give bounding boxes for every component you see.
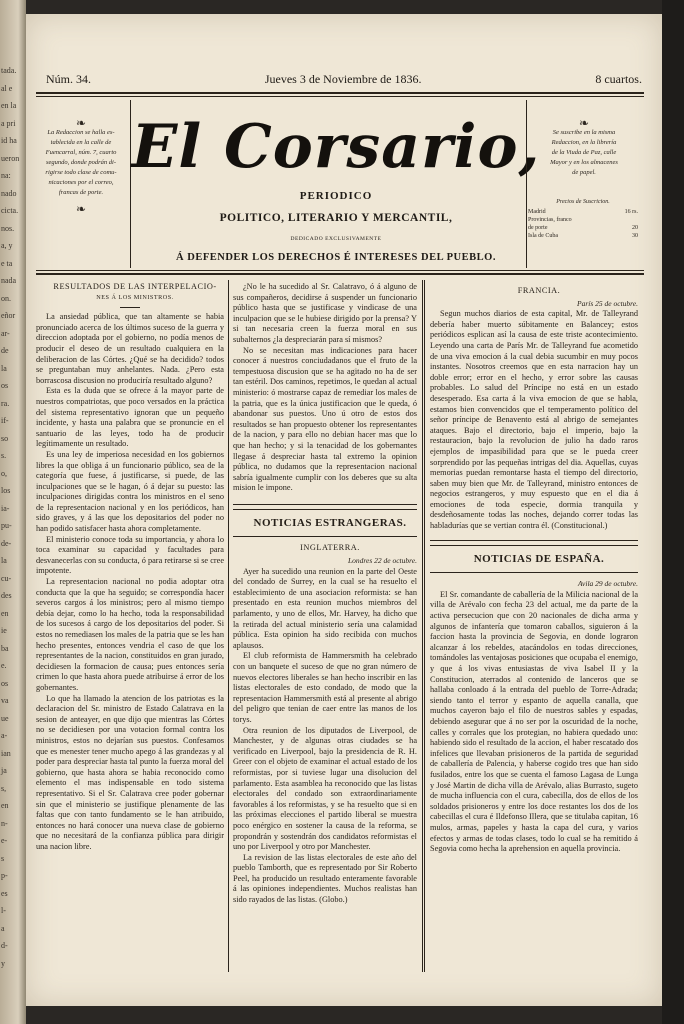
paragraph: Lo que ha llamado la atencion de los patriotas es la declaracion del Sr. ministro de Estado Calatrava en la sesion de anteayer, en que dijo que mientras las Córtes no se decidiesen por una votacion formal contra los ministros, estos no dejarían sus puestos. Confesamos que es menester tener mucho apego á las grandezas y al poder para despreciar hasta tal punto la fuerza moral del gobierno, que hasta ahora se habia reconocido como elemento el mas indispensable en todo sistema representativo. Si el Sr. Calatrava cree poder gobernar sin que el ministerio se justifique plenamente de las faltas que con tanto fundamento se le han atribuido, entonces no hará conocer una nueva clase de gobierno que no necesitará de la confianza pública para dirigir una nacion libre. xyxy=(36,693,224,851)
dateline: Londres 22 de octubre. xyxy=(347,556,417,566)
adjacent-page-fragment: y xyxy=(1,958,5,968)
adjacent-page-fragment: a- xyxy=(1,731,8,740)
adjacent-page-fragment: cicta. xyxy=(1,206,19,215)
adjacent-page-fragment: s. xyxy=(1,451,7,460)
right-box-line: de la Viuda de Paz, calle xyxy=(551,149,617,156)
adjacent-page-fragment: ian xyxy=(1,748,11,758)
adjacent-page-fragment: ar- xyxy=(1,328,10,338)
adjacent-page-fragment: s xyxy=(1,853,5,863)
scan-background-edge xyxy=(662,0,684,1024)
adjacent-page-fragment: on. xyxy=(1,293,11,303)
subtitle-politico: POLITICO, LITERARIO Y MERCANTIL, xyxy=(219,212,453,224)
adjacent-page-fragment: id ha xyxy=(1,136,17,145)
adjacent-page-strip xyxy=(0,0,26,1024)
adjacent-page-fragment: la xyxy=(1,363,7,373)
section-heading-spain: NOTICIAS DE ESPAÑA. xyxy=(473,552,605,565)
column-rule-2 xyxy=(422,280,423,972)
dateline: París 25 de octubre. xyxy=(577,298,638,308)
adjacent-page-fragment: ia- xyxy=(1,503,10,513)
adjacent-page-fragment: nos. xyxy=(1,223,15,233)
masthead-top-rule xyxy=(36,92,644,94)
adjacent-page-fragment: ie xyxy=(1,626,7,635)
paragraph: La ansiedad pública, que tan altamente se habia pronunciado acerca de los últimos suceso de la guerra y direccion adoptada por el gobierno, no podía menos de producir el deseo de un resultado cualquiera en la deliberacion de las Córtes. ¿Qué se ha decidido? todos se preguntaban muy anhelantes. Nada. ¿Pero esta borrascosa discusion no produciría resultado alguno? xyxy=(36,312,224,385)
adjacent-page-fragment: tada. xyxy=(1,66,17,75)
column-3 xyxy=(430,282,638,972)
column-rule-2b xyxy=(424,280,425,972)
adjacent-page-fragment: en xyxy=(1,801,9,810)
paragraph: La revision de las listas electorales de este año del pueblo Tamborth, que es representado por Sir Roberto Peel, ha producido un resultado enteramente favorable á las opiniones independientes. Muchos realistas han sido rayados de las listas. (Globo.) xyxy=(233,852,417,905)
paragraph: Segun muchos diarios de esta capital, Mr. de Talleyrand debería haber muerto súbitamente en Balancey; estos periódicos esplican así la causa de este triste acontecimiento. Leyendo una carta de París Mr. de Talleyrand fue acometido de una viva emocion á la cual debia sucumbir en muy pocos instantes. Nosotros creemos que en esta narracion hay un doble error; error en el hecho, y error sobre las causas probables. Lo salud del Príncipe no está en un estado desesperado. Esa carta á la viva emocion de que se habla, estamos bien convencidos que el temperamento político del señor príncipe de Benavento está al abrigo de semejantes ataques. Bajo el directorio, bajo el imperio, bajo la restauracion, bajo la revolucion de julio ha dado raros ejemplos de impasibilidad para que se le pueda creer sorprendido por las pequeñas intrigas del dia. Aquellas, cuyas memorias puedan remontarse hasta el tiempo del directorio, saben muy bien que Mr. de Talleyrand, ministro entonces de negocios estrangeros, y muy espuesto que en el dia á emociones de toda especie, dormia tranquila y desdeñosamente todas las noches, dejando correr todas las habladurías que se vertian contra él. (Constitucional.) xyxy=(430,309,638,531)
adjacent-page-fragment: ueron xyxy=(1,153,20,163)
adjacent-page-fragment: ja xyxy=(1,766,7,775)
newspaper-title: El Corsario, xyxy=(131,112,541,182)
masthead-bottom-rule xyxy=(36,273,644,275)
paragraph: Otra reunion de los diputados de Liverpool, de Manchester, y de algunas otras ciudades se ha verificado en Liverpool, bajo la presidencia de R. H. Greer con el objeto de examinar el actual estado de los reformistas, por si tuviese lugar una disolucion del parlamento. Esta asamblea ha reconocido que las listas electorales del condado son extraordinariamente favorables á los reformistas, y se ha resuelto que si en las próximas elecciones el partido liberal se muestra poco enérgico en sostener la causa de la reforma, se propondrán y sostendrán dos candidatos reformistas el uno por Liverpool y otro por Manchester. xyxy=(233,725,417,852)
masthead-right-vrule xyxy=(526,100,527,268)
issue-number: Núm. 34. xyxy=(46,72,91,86)
adjacent-page-fragment: a, y xyxy=(1,241,13,250)
paragraph: Es una ley de imperiosa necesidad en los gobiernos libres la que obliga á un funcionario público, sea de la categoría que fuese, á justificarse, si puede, de las inculpaciones que se le hagan, ó á dejar su puesto: las inculpaciones dirigidas contra los ministros en el seno de la representacion nacional y en los periódicos, han sido graves, y á las que los depositarios del poder no han podido satisfacer hasta ahora completamente. xyxy=(36,449,224,534)
adjacent-page-fragment: so xyxy=(1,433,9,443)
price-row: Madrid 16 rs. xyxy=(528,209,638,215)
left-box-line: francas de porte. xyxy=(58,189,104,196)
right-box-line: de papel. xyxy=(572,169,596,176)
dateline: Avila 29 de octubre. xyxy=(577,579,638,589)
adjacent-page-fragment: nado xyxy=(1,188,17,198)
adjacent-page-fragment: ra. xyxy=(1,398,10,408)
column-rule-1 xyxy=(228,280,229,972)
adjacent-page-fragment: des xyxy=(1,591,12,600)
paragraph: El club reformista de Hammersmith ha celebrado con un banquete el suceso de que no gran número de nuevos electores liberales se han hecho inscribir en las listas electorales de esto condado, de modo que la representacion Hammersmith está al presente al abrigo del peligro que tenian de caer entre las manos de los torys. xyxy=(233,651,417,724)
left-box-line: rigirse todo clase de comu- xyxy=(45,169,117,176)
paragraph: Ayer ha sucedido una reunion en la parte del Oeste del condado de Surrey, en la cual se ha resuelto el establecimiento de una asociacion reformista: se han presentado en esta reunion muchos miembros del parlamento, y uno de ellos, Mr. Harvey, ha dicho que la retirada del actual ministerio sería una calamidad pública. Esta opinion ha sido recibida con muchos aplausos. xyxy=(233,566,417,650)
adjacent-page-fragment: n- xyxy=(1,818,8,828)
subscription-box xyxy=(528,118,640,178)
divider xyxy=(233,509,417,510)
column-1 xyxy=(36,282,224,972)
adjacent-page-fragment: e. xyxy=(1,661,7,670)
adjacent-page-fragment: p- xyxy=(1,871,8,880)
issue-line xyxy=(46,72,642,87)
divider xyxy=(430,540,638,541)
price-row: de porte 20 xyxy=(528,225,638,231)
paragraph: El ministerio conoce toda su importancia, y ahora lo toca examinar su capacidad y facultades para desvanecerlas con su conducta, ó para retirarse si se cree impotente. xyxy=(36,534,224,576)
adjacent-page-fragment: o, xyxy=(1,468,7,478)
left-box-line: Fuencarral, núm. 7, cuarto xyxy=(45,149,117,156)
adjacent-page-fragment: s, xyxy=(1,783,7,793)
subtitle-dedicado: DEDICADO EXCLUSIVAMENTE xyxy=(290,236,382,242)
editorial-office-box xyxy=(36,118,126,214)
adjacent-page-fragment: ba xyxy=(1,643,9,653)
price-row: Provincias, franco xyxy=(528,217,572,223)
subtitle-motto: Á DEFENDER LOS DERECHOS É INTERESES DEL PUEBLO. xyxy=(176,252,496,263)
adjacent-page-fragment: ue xyxy=(1,713,9,723)
right-box-line: Mayor y en los almacenes xyxy=(550,159,618,166)
adjacent-page-fragment: e- xyxy=(1,836,8,845)
adjacent-page-fragment: cu- xyxy=(1,573,12,583)
subtitle-periodico: PERIODICO xyxy=(299,190,373,202)
subscription-prices xyxy=(528,198,638,240)
article-heading-2: NES Á LOS MINISTROS. xyxy=(96,293,174,301)
adjacent-page-fragment: pu- xyxy=(1,521,12,530)
right-box-line: Se suscribe en la misma xyxy=(552,129,616,136)
divider xyxy=(233,536,417,537)
article-heading: RESULTADOS DE LAS INTERPELACIO- xyxy=(53,282,217,291)
left-box-line: tablecida en la calle de xyxy=(50,139,112,146)
ornament-icon: ❧ xyxy=(578,116,590,130)
adjacent-page-fragment: na: xyxy=(1,171,11,180)
newspaper-page xyxy=(26,14,662,1006)
adjacent-page-fragment: es xyxy=(1,888,8,898)
divider xyxy=(430,545,638,546)
section-heading-foreign: NOTICIAS ESTRANGERAS. xyxy=(253,516,407,529)
adjacent-page-fragment: eñor xyxy=(1,311,16,320)
paragraph: Esta es la duda que se ofrece á la mayor parte de nuestros compatriotas, que poco versados en la práctica del sistema representativo ignoran que un pequeño incidente, y hasta una palabra que se pronuncie en el santuario de las leyes, todo ha de producir legítimamente un resultado. xyxy=(36,386,224,449)
adjacent-page-fragment: va xyxy=(1,696,9,705)
adjacent-page-fragment: al e xyxy=(1,83,13,93)
adjacent-page-fragment: la xyxy=(1,556,7,565)
divider xyxy=(233,504,417,505)
adjacent-page-fragment: os xyxy=(1,678,9,688)
right-box-line: Redaccion, en la librería xyxy=(551,139,617,146)
adjacent-page-fragment: a xyxy=(1,923,5,933)
paragraph: El Sr. comandante de caballería de la Milicia nacional de la villa de Arévalo con fecha 23 del actual, me da parte de la activa persecucion que con 20 nacionales de dicha arma y algunos de infantería que tomaron caballos, siguieron á la faccion hasta la provincia de Segovia, en donde lograron alcanzar á los rebeldes, atacándolos en todas direcciones, tomándoles las ventajosas posiciones que ocupaba el enemigo, y que á los vivas entusiastas de viva Isabel II y la Constitucion, aterrados al contenido de lanceros que se hallaba conloado á la entrada del pueblo de Torre-Adrada; siendo tanto el terror y espanto de aquella canalla, que muchos cayeron bajo el filo de nuestros sables y espadas, debiendo asegurar que á no ser por la oscuridad de la noche, calles y corrales que los protegian, no habiera quedado uno: habiendo sido el resultado de la accion, el haber rescatado dos infelices que llevaban prisioneros de la partida de seguridad de caballería de Palencia, y haberse cogido tres que han sido fusilados, entre los que se cuenta el famoso Lagasa de Lunga y José Martin de dicha villa de Arévalo, alias Burrasto, sugeto de mucha influencia con el cura, cabecilla, dos de ellos de los soldados prisioneros y entre los doce restantes los dos de los cabecillas el cura é Ildefonso Illera, que se titulaba capitan, 16 mulos, armas, papeles y hasta la capa del cura, y varios efectos y armas de todas clases, todo lo cual se ha remitido á Segovia como hecha la aprehension en aquella provincia. xyxy=(430,589,638,854)
divider xyxy=(430,572,638,573)
adjacent-page-fragment: de xyxy=(1,346,9,355)
adjacent-page-fragment: if- xyxy=(1,416,9,425)
paragraph: ¿No le ha sucedido al Sr. Calatravo, ó á alguno de sus compañeros, decidirse á suspender un funcionario público hasta que se justificase y vindicase de una inculpacion que se le hubiese dirigido por la prensa? Y si tan necesaria creen la fuerza moral en sus subalternos ¿la despreciarán para sí mismos? xyxy=(233,282,417,344)
issue-date: Jueves 3 de Noviembre de 1836. xyxy=(264,72,422,86)
prices-heading: Precios de Suscricion. xyxy=(556,199,610,205)
divider xyxy=(120,307,140,308)
masthead-bottom-rule-thin xyxy=(36,270,644,271)
column-2 xyxy=(233,282,417,972)
ornament-icon: ❧ xyxy=(75,202,87,216)
paragraph: La representacion nacional no podia adoptar otra conducta que la que ha seguido; se correspondía hacer severos cargos á los ministros; pero al mismo tiempo debía dejar, como lo ha hecho, toda la responsabilidad de los sucesos á cargo de los depositarios del poder. Si estos no remediasen los males de la patria que se les han hecho presentes, entonces vendria el caso de que los representantes de la nacion, constituidos en gran jurado, decidiesen la formacion de causa; pues entonces sería crimen lo que hasta ahora puede atribuirse á error de los gobernantes. xyxy=(36,577,224,692)
issue-price: 8 cuartos. xyxy=(595,72,642,86)
adjacent-page-fragment: e ta xyxy=(1,258,13,268)
price-row: Isla de Cuba 30 xyxy=(528,233,638,239)
ornament-icon: ❧ xyxy=(75,116,87,130)
left-box-line: La Redaccion se halla es- xyxy=(47,129,115,136)
left-box-line: nicaciones por el correo, xyxy=(48,179,114,186)
adjacent-page-fragment: d- xyxy=(1,941,8,950)
country-heading: FRANCIA. xyxy=(517,286,561,295)
paragraph: No se necesitan mas indicaciones para hacer conocer á nuestros conciudadanos que el fruto de la tempestuosa discusion que se ha agitado no ha de ser tan estéril. Dos caminos, repetimos, le quedan al actual ministerio: ó mostrarse capaz de remediar los males de la patria, que es la única justificacion que le queda, ó abandonar sus puestos. Uno ú otro de estos dos resultados se han propuesto obtener los representantes de la nacion, y para ello no debian hacer mas que lo que han hecho; y si la tenacidad de los gobernantes llegase á despreciar hasta tal extremo la opinion pública, no dudamos que la representacion nacional sabría igualmente cumplir con los deberes que su alta mision le impone. xyxy=(233,345,417,493)
masthead-top-rule-thin xyxy=(36,96,644,97)
adjacent-page-fragment: l- xyxy=(1,906,6,915)
adjacent-page-fragment: os xyxy=(1,381,9,390)
country-heading: INGLATERRA. xyxy=(300,543,360,553)
adjacent-page-fragment: en la xyxy=(1,101,17,110)
adjacent-page-fragment: en xyxy=(1,608,9,618)
left-box-line: segundo, donde podrán di- xyxy=(45,159,117,166)
adjacent-page-fragment: nada xyxy=(1,276,17,285)
adjacent-page-fragment: los xyxy=(1,486,11,495)
adjacent-page-fragment: de- xyxy=(1,538,12,548)
adjacent-page-fragment: a pri xyxy=(1,118,16,128)
